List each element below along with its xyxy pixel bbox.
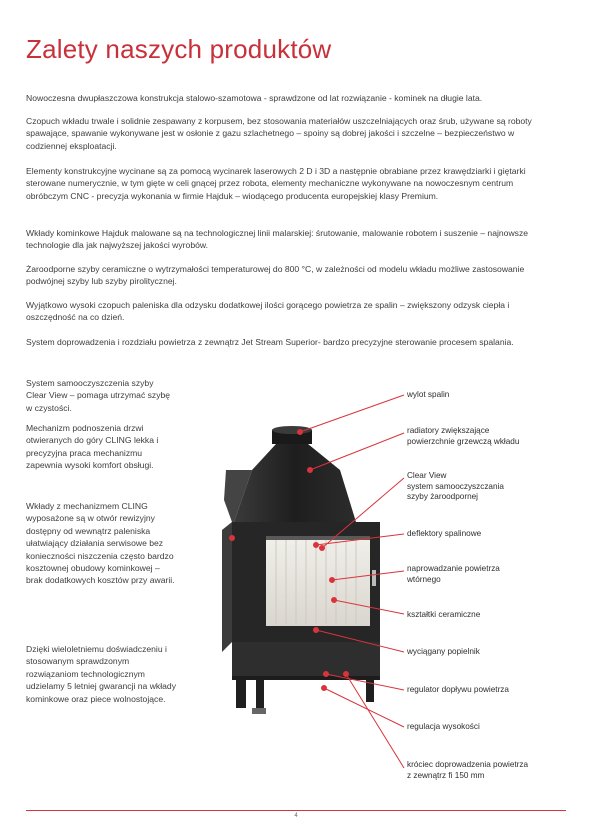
label-secondary-air: naprowadzanie powietrza wtórnego — [407, 564, 500, 584]
paragraph-flue-welding: Czopuch wkładu trwale i solidnie zespawany z korpusem, bez stosowania materiałów uszczelniających oraz śrub, używane są roboty spawające, spawanie wykonywane jest w osłonie z gazu szlachetnego – spoiny są dobrej jakości i szczelne – bezpieczeństwo w codziennej eksploatacji. — [26, 116, 532, 151]
label-flue-outlet: wylot spalin — [407, 390, 450, 399]
label-ceramic-bricks: kształtki ceramiczne — [407, 610, 481, 619]
paragraph-ceramic-glass: Żaroodporne szyby ceramiczne o wytrzymałości temperaturowej do 800 °C, w zależności od modelu wkładu możliwe zastosowanie podwójnej szyby lub szyby pirolitycznej. — [26, 264, 525, 287]
page-number: 4 — [294, 813, 298, 819]
label-height-adjustment: regulacja wysokości — [407, 722, 480, 731]
page-title: Zalety naszych produktów — [26, 34, 332, 64]
left-note-cling: Mechanizm podnoszenia drzwi otwieranych do góry CLING lekka i precyzyjna praca mechanizmu zapewnia wysoki komfort obsługi. — [26, 423, 159, 471]
label-ash-pan: wyciągany popielnik — [407, 647, 480, 656]
label-deflectors: deflektory spalinowe — [407, 529, 482, 538]
label-radiators: radiatory zwiększające powierzchnie grzewczą wkładu — [407, 426, 520, 446]
left-note-revision-opening: Wkłady z mechanizmem CLING wyposażone są w otwór rewizyjny dostępny od wewnątrz paleniska ułatwiający działania serwisowe bez konieczności niszczenia często bardzo kosztownej obudowy kominkowej – brak dodatkowych kosztów przy awarii. — [26, 501, 175, 586]
label-air-regulator: regulator dopływu powietrza — [407, 685, 509, 694]
fireplace-insert — [222, 426, 380, 714]
footer-divider — [26, 810, 566, 811]
paragraph-air-system: System doprowadzenia i rozdziału powietrza z zewnątrz Jet Stream Superior- bardzo precyzyjne sterowanie procesem spalania. — [26, 337, 514, 347]
paragraph-flue-recovery: Wyjątkowo wysoki czopuch paleniska dla odzysku dodatkowej ilości gorącego powietrza ze spalin – zwiększony odzysk ciepła i oszczędność na co dzień. — [26, 300, 510, 323]
paragraph-laser-cutting: Elementy konstrukcyjne wycinane są za pomocą wycinarek laserowych 2 D i 3D a następnie obrabiane przez krawędziarki i giętarki sterowane numerycznie, w tym gięte w celi gnącej przez robota, elementy mechaniczne wykonywane na nowoczesnym centrum obróbczym CNC - precyzja wykonania w firmie Hajduk – wiodącego producenta europejskiej klasy Premium. — [26, 166, 526, 201]
left-note-clear-view: System samooczyszczenia szyby Clear View – pomaga utrzymać szybę w czystości. — [26, 378, 171, 413]
paragraph-painting: Wkłady kominkowe Hajduk malowane są na technologicznej linii malarskiej: śrutowanie, malowanie robotem i suszenie – najnowsze technologie dla jak najwyższej jakości wyrobów. — [26, 228, 529, 251]
intro-paragraph: Nowoczesna dwupłaszczowa konstrukcja stalowo-szamotowa - sprawdzone od lat rozwiązanie - kominek na długie lata. — [26, 93, 483, 103]
left-note-warranty: Dzięki wieloletniemu doświadczeniu i stosowanym sprawdzonym rozwiązaniom technologicznym udzielamy 5 letniej gwarancji na wkłady kominkowe oraz piece wolnostojące. — [26, 644, 176, 704]
label-clear-view: Clear View system samooczyszczania szyby żaroodpornej — [407, 471, 504, 502]
label-external-air-inlet: króciec doprowadzenia powietrza z zewnątrz fi 150 mm — [407, 760, 529, 780]
